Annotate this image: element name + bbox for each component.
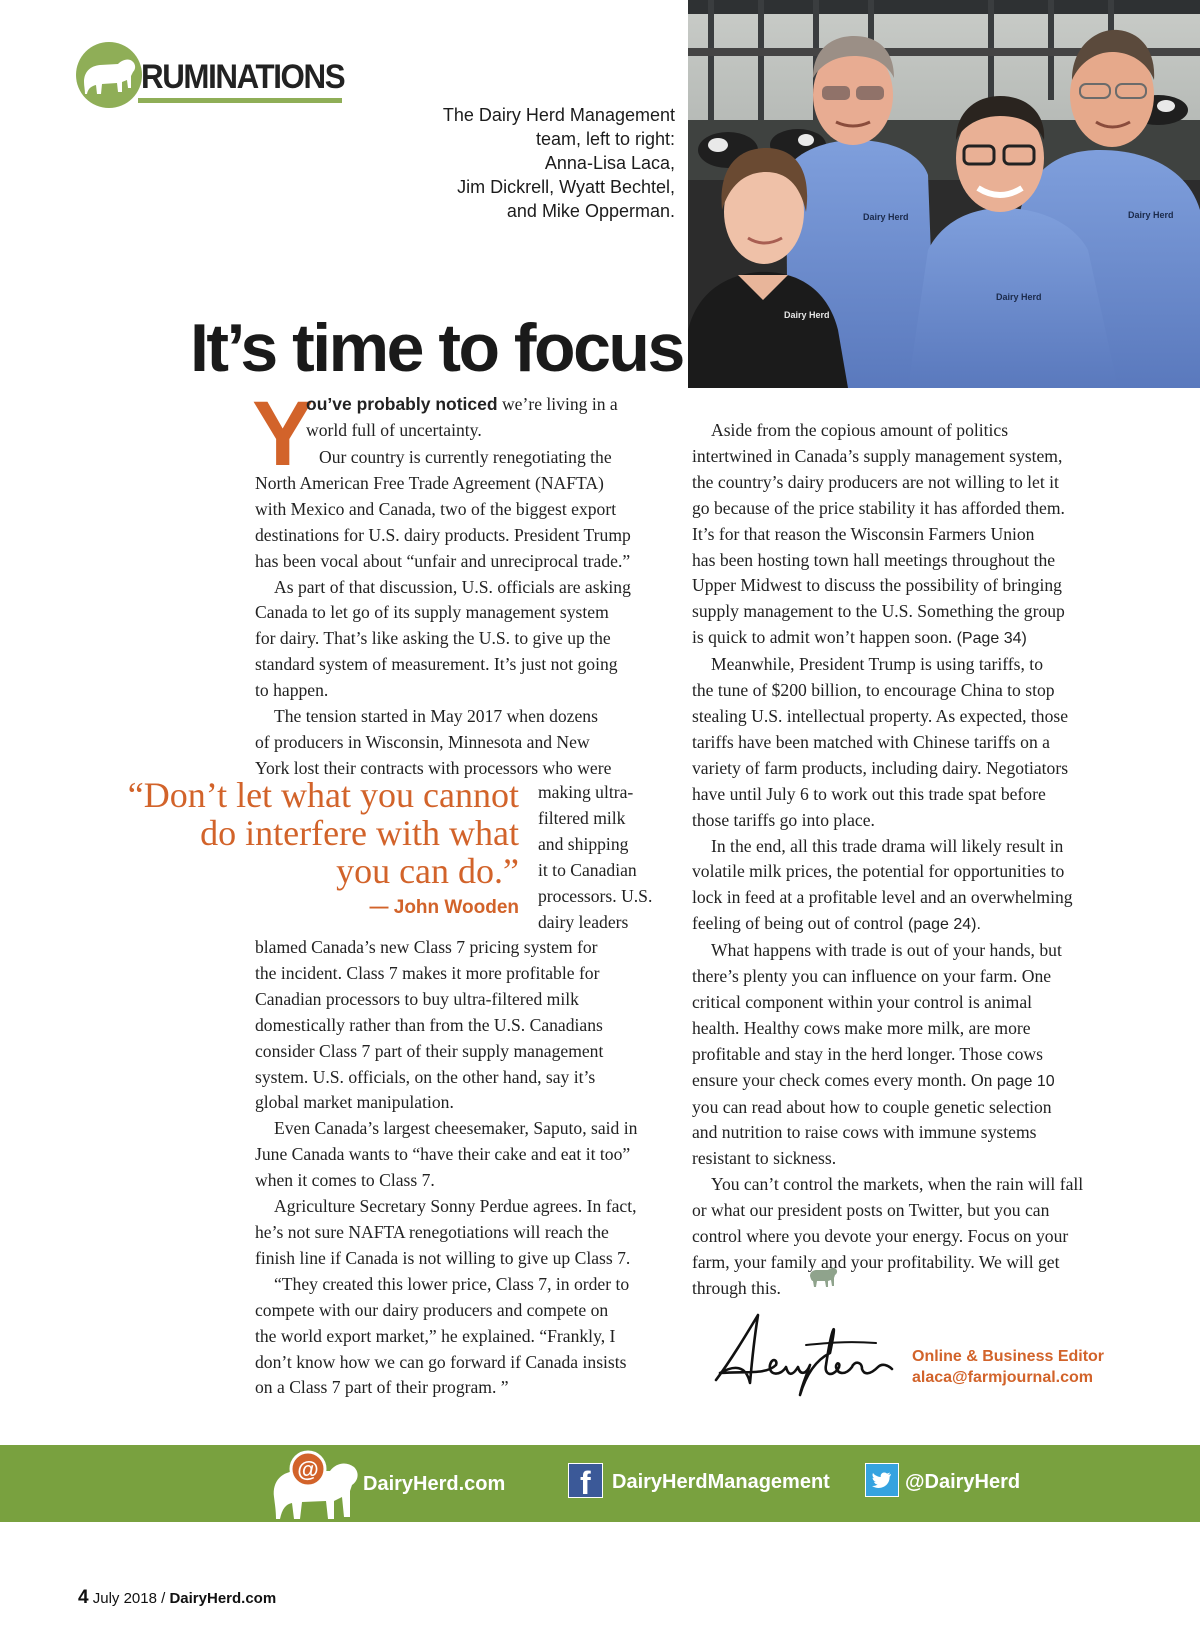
body-line: system. U.S. officials, on the other hand, say it’s — [255, 1066, 596, 1087]
section-logo — [76, 42, 351, 112]
svg-text:@: @ — [297, 1457, 319, 1482]
body-line: and shipping — [538, 833, 629, 854]
page-reference: (page 24). — [903, 916, 981, 934]
body-line: has been vocal about “unfair and unreciprocal trade.” — [255, 550, 631, 571]
body-line: lock in feed at a profitable level and an overwhelming — [692, 887, 1073, 908]
body-line: world full of uncertainty. — [306, 419, 482, 440]
caption-line: and Mike Opperman. — [506, 201, 675, 221]
pull-quote-line: you can do.” — [336, 851, 519, 891]
body-line: when it comes to Class 7. — [255, 1170, 435, 1191]
shirt-logo: Dairy Herd — [1128, 210, 1174, 220]
body-line: processors. U.S. — [538, 885, 653, 906]
caption-line: team, left to right: — [535, 129, 675, 149]
article-narrow-column — [538, 780, 678, 935]
twitter-link[interactable]: @DairyHerd — [905, 1471, 1021, 1493]
body-line: don’t know how we can go forward if Canada insists — [255, 1351, 627, 1372]
body-line: there’s plenty you can influence on your farm. One — [692, 966, 1052, 987]
lead-line — [306, 392, 666, 418]
photo-caption — [395, 103, 675, 223]
body-line: York lost their contracts with processors who were — [255, 757, 612, 778]
body-line: the world export market,” he explained. “Frankly, I — [255, 1325, 616, 1346]
cow-at-icon — [268, 1447, 364, 1523]
article-lead — [306, 392, 666, 444]
article-headline: It’s time to focus — [190, 310, 683, 386]
team-photo — [688, 0, 1200, 388]
body-line — [692, 625, 1132, 652]
social-footer-band — [0, 1445, 1200, 1522]
body-line: intertwined in Canada’s supply management system, — [692, 445, 1063, 466]
page-number: 4 — [78, 1587, 89, 1608]
shirt-logo: Dairy Herd — [996, 292, 1042, 302]
body-line: have until July 6 to work out this trade spat before — [692, 783, 1046, 804]
body-line: profitable and stay in the herd longer. Those cows — [692, 1043, 1043, 1064]
body-text: ensure your check comes every month. On — [692, 1069, 997, 1090]
article-column-2 — [692, 418, 1132, 1302]
editor-title: Online & Business Editor — [912, 1348, 1105, 1365]
body-line: Agriculture Secretary Sonny Perdue agrees. In fact, — [274, 1196, 637, 1217]
pull-quote — [115, 776, 519, 890]
body-line: critical component within your control is animal — [692, 991, 1033, 1012]
body-line: those tariffs go into place. — [692, 809, 875, 830]
facebook-link[interactable]: DairyHerdManagement — [612, 1471, 830, 1493]
body-line: of producers in Wisconsin, Minnesota and New — [255, 731, 590, 752]
body-line: Even Canada’s largest cheesemaker, Saputo, said in — [274, 1118, 638, 1139]
body-line: filtered milk — [538, 807, 626, 828]
body-line: variety of farm products, including dairy. Negotiators — [692, 757, 1069, 778]
body-line: supply management to the U.S. Something the group — [692, 601, 1065, 622]
body-line: resistant to sickness. — [692, 1148, 837, 1169]
body-line — [692, 1068, 1132, 1095]
body-line: the tune of $200 billion, to encourage China to stop — [692, 680, 1055, 701]
body-line: tariffs have been matched with Chinese tariffs on a — [692, 731, 1050, 752]
body-line: control where you devote your energy. Focus on your — [692, 1226, 1069, 1247]
body-line: on a Class 7 part of their program. ” — [255, 1377, 509, 1398]
body-line: It’s for that reason the Wisconsin Farmers Union — [692, 523, 1035, 544]
body-line: Aside from the copious amount of politics — [711, 420, 1009, 440]
body-line: or what our president posts on Twitter, but you can — [692, 1200, 1050, 1221]
body-line: Our country is currently renegotiating the — [319, 447, 612, 467]
body-line: June Canada wants to “have their cake and eat it too” — [255, 1144, 631, 1165]
signature-credit — [912, 1346, 1104, 1388]
body-line: consider Class 7 part of their supply management — [255, 1040, 604, 1061]
body-line: and nutrition to raise cows with immune systems — [692, 1122, 1037, 1143]
body-line: go because of the price stability it has afforded them. — [692, 497, 1065, 518]
page-folio — [78, 1587, 276, 1609]
handwritten-signature — [706, 1305, 896, 1405]
body-line: to happen. — [255, 680, 329, 701]
body-line: As part of that discussion, U.S. officials are asking — [274, 576, 631, 597]
body-line: destinations for U.S. dairy products. President Trump — [255, 524, 631, 545]
body-line: Canada to let go of its supply management system — [255, 602, 609, 623]
article-column-1-lower — [255, 935, 685, 1401]
page-reference: (Page 34) — [952, 630, 1027, 648]
body-line: making ultra- — [538, 782, 634, 802]
lead-rest: we’re living in a — [497, 394, 618, 414]
article-column-1 — [255, 445, 675, 782]
body-line: finish line if Canada is not willing to give up Class 7. — [255, 1247, 631, 1268]
issue-date: July 2018 / — [88, 1590, 170, 1607]
body-line: the incident. Class 7 makes it more profitable for — [255, 962, 600, 983]
editor-email[interactable]: alaca@farmjournal.com — [912, 1369, 1093, 1386]
body-line: you can read about how to couple genetic selection — [692, 1096, 1052, 1117]
body-line: the country’s dairy producers are not willing to let it — [692, 471, 1059, 492]
pull-quote-line: do interfere with what — [200, 813, 519, 853]
caption-line: The Dairy Herd Management — [442, 105, 675, 125]
caption-line: Anna-Lisa Laca, — [544, 153, 675, 173]
body-text: is quick to admit won’t happen soon. — [692, 627, 953, 648]
body-line: What happens with trade is out of your hands, but — [711, 940, 1062, 961]
body-line: blamed Canada’s new Class 7 pricing system for — [255, 937, 598, 957]
cow-logo-icon — [76, 42, 142, 108]
body-line: he’s not sure NAFTA renegotiations will reach the — [255, 1221, 609, 1242]
body-line: health. Healthy cows make more milk, are more — [692, 1017, 1031, 1038]
body-line: dairy leaders — [538, 911, 629, 932]
end-mark-cow-icon — [808, 1266, 838, 1290]
caption-line: Jim Dickrell, Wyatt Bechtel, — [457, 177, 675, 197]
body-line: for dairy. That’s like asking the U.S. to give up the — [255, 628, 611, 649]
body-line: stealing U.S. intellectual property. As expected, those — [692, 705, 1069, 726]
body-line: it to Canadian — [538, 859, 637, 880]
facebook-icon[interactable]: f — [568, 1463, 603, 1498]
twitter-icon[interactable] — [865, 1463, 899, 1497]
body-line: has been hosting town hall meetings throughout the — [692, 549, 1056, 570]
shirt-logo: Dairy Herd — [784, 310, 830, 320]
body-line: global market manipulation. — [255, 1092, 454, 1113]
website-link[interactable]: DairyHerd.com — [363, 1473, 506, 1495]
shirt-logo: Dairy Herd — [863, 212, 909, 222]
body-line: domestically rather than from the U.S. Canadians — [255, 1014, 603, 1035]
drop-cap: Y — [252, 383, 314, 485]
lead-bold: ou’ve probably noticed — [306, 394, 498, 414]
body-line: volatile milk prices, the potential for opportunities to — [692, 861, 1065, 882]
body-line: You can’t control the markets, when the rain will fall — [711, 1174, 1084, 1195]
body-line: through this. — [692, 1277, 781, 1298]
body-line: Canadian processors to buy ultra-filtered milk — [255, 988, 579, 1009]
section-title: RUMINATIONS — [141, 58, 345, 96]
pull-quote-author: — John Wooden — [369, 897, 519, 918]
folio-site: DairyHerd.com — [169, 1590, 277, 1607]
body-line: In the end, all this trade drama will likely result in — [711, 835, 1064, 856]
body-line: The tension started in May 2017 when dozens — [274, 706, 598, 727]
body-line: standard system of measurement. It’s just not going — [255, 654, 618, 675]
body-line: Meanwhile, President Trump is using tariffs, to — [711, 654, 1043, 675]
page-reference: page 10 — [996, 1072, 1055, 1090]
body-text: feeling of being out of control — [692, 913, 904, 934]
body-line: Upper Midwest to discuss the possibility of bringing — [692, 575, 1062, 596]
body-line — [692, 911, 1132, 938]
pull-quote-line: “Don’t let what you cannot — [127, 775, 519, 815]
body-line: with Mexico and Canada, two of the biggest export — [255, 498, 617, 519]
body-line: farm, your family and your profitability. We will get — [692, 1252, 1060, 1272]
section-rule — [138, 98, 342, 103]
body-line: “They created this lower price, Class 7, in order to — [274, 1273, 630, 1294]
body-line: North American Free Trade Agreement (NAFTA) — [255, 472, 604, 493]
body-line: compete with our dairy producers and compete on — [255, 1299, 609, 1320]
